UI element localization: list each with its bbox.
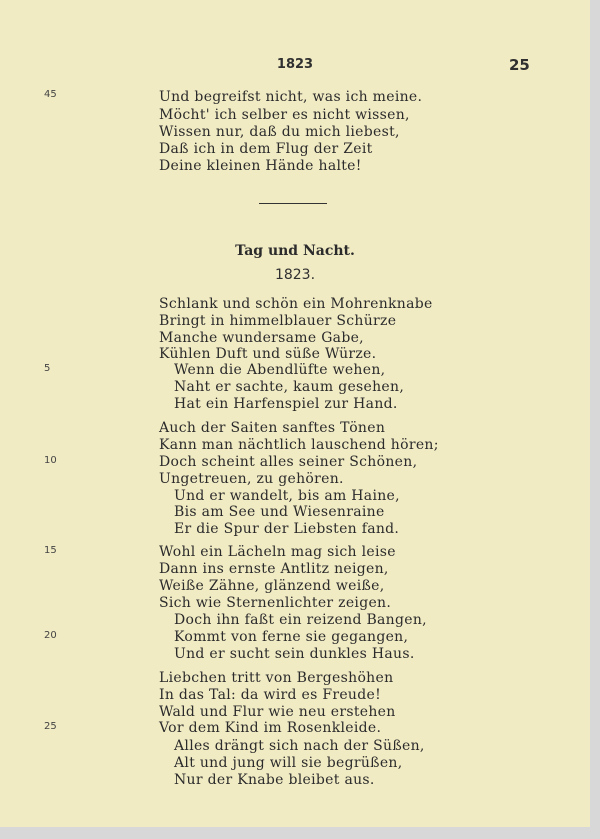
verse-line: Dann ins ernste Antlitz neigen, <box>159 561 389 577</box>
verse-line: Naht er sachte, kaum gesehen, <box>174 379 405 395</box>
verse-line: Bis am See und Wiesenraine <box>174 504 385 520</box>
verse-line: Und er wandelt, bis am Haine, <box>174 488 400 504</box>
verse-line: Möcht' ich selber es nicht wissen, <box>159 107 410 123</box>
verse-line: Kann man nächtlich lauschend hören; <box>159 437 439 453</box>
verse-line: Liebchen tritt von Bergeshöhen <box>159 670 394 686</box>
verse-line: Daß ich in dem Flug der Zeit <box>159 141 373 157</box>
verse-line: Wald und Flur wie neu erstehen <box>159 704 396 720</box>
verse-line: Kühlen Duft und süße Würze. <box>159 346 377 362</box>
running-header-year: 1823 <box>276 57 314 72</box>
verse-line: Schlank und schön ein Mohrenknabe <box>159 296 433 312</box>
verse-line: Bringt in himmelblauer Schürze <box>159 313 397 329</box>
verse-line: Wohl ein Lächeln mag sich leise <box>159 544 396 560</box>
line-number: 20 <box>44 630 57 641</box>
verse-line: Und begreifst nicht, was ich meine. <box>159 89 423 105</box>
verse-line: Alt und jung will sie begrüßen, <box>174 755 403 771</box>
line-number: 25 <box>44 721 57 732</box>
verse-line: Vor dem Kind im Rosenkleide. <box>159 720 382 736</box>
verse-line: Wissen nur, daß du mich liebest, <box>159 124 400 140</box>
verse-line: Doch scheint alles seiner Schönen, <box>159 454 418 470</box>
verse-line: Doch ihn faßt ein reizend Bangen, <box>174 612 427 628</box>
verse-line: Er die Spur der Liebsten fand. <box>174 521 400 537</box>
verse-line: Auch der Saiten sanftes Tönen <box>159 420 386 436</box>
poem-year: 1823. <box>274 267 316 283</box>
verse-line: Weiße Zähne, glänzend weiße, <box>159 578 385 594</box>
line-number: 15 <box>44 545 57 556</box>
line-number: 45 <box>44 89 57 100</box>
verse-line: Deine kleinen Hände halte! <box>159 158 362 174</box>
line-number: 5 <box>44 363 51 374</box>
verse-line: Und er sucht sein dunkles Haus. <box>174 646 415 662</box>
verse-line: Wenn die Abendlüfte wehen, <box>174 362 386 378</box>
line-number: 10 <box>44 455 57 466</box>
verse-line: Hat ein Harfenspiel zur Hand. <box>174 396 398 412</box>
verse-line: Sich wie Sternenlichter zeigen. <box>159 595 392 611</box>
verse-line: Manche wundersame Gabe, <box>159 330 364 346</box>
verse-line: Kommt von ferne sie gegangen, <box>174 629 409 645</box>
page-number: 25 <box>509 56 530 74</box>
verse-line: Nur der Knabe bleibet aus. <box>174 772 375 788</box>
verse-line: In das Tal: da wird es Freude! <box>159 687 382 703</box>
section-divider <box>259 203 327 204</box>
verse-line: Alles drängt sich nach der Süßen, <box>174 738 425 754</box>
verse-line: Ungetreuen, zu gehören. <box>159 471 344 487</box>
poem-title: Tag und Nacht. <box>235 243 355 259</box>
